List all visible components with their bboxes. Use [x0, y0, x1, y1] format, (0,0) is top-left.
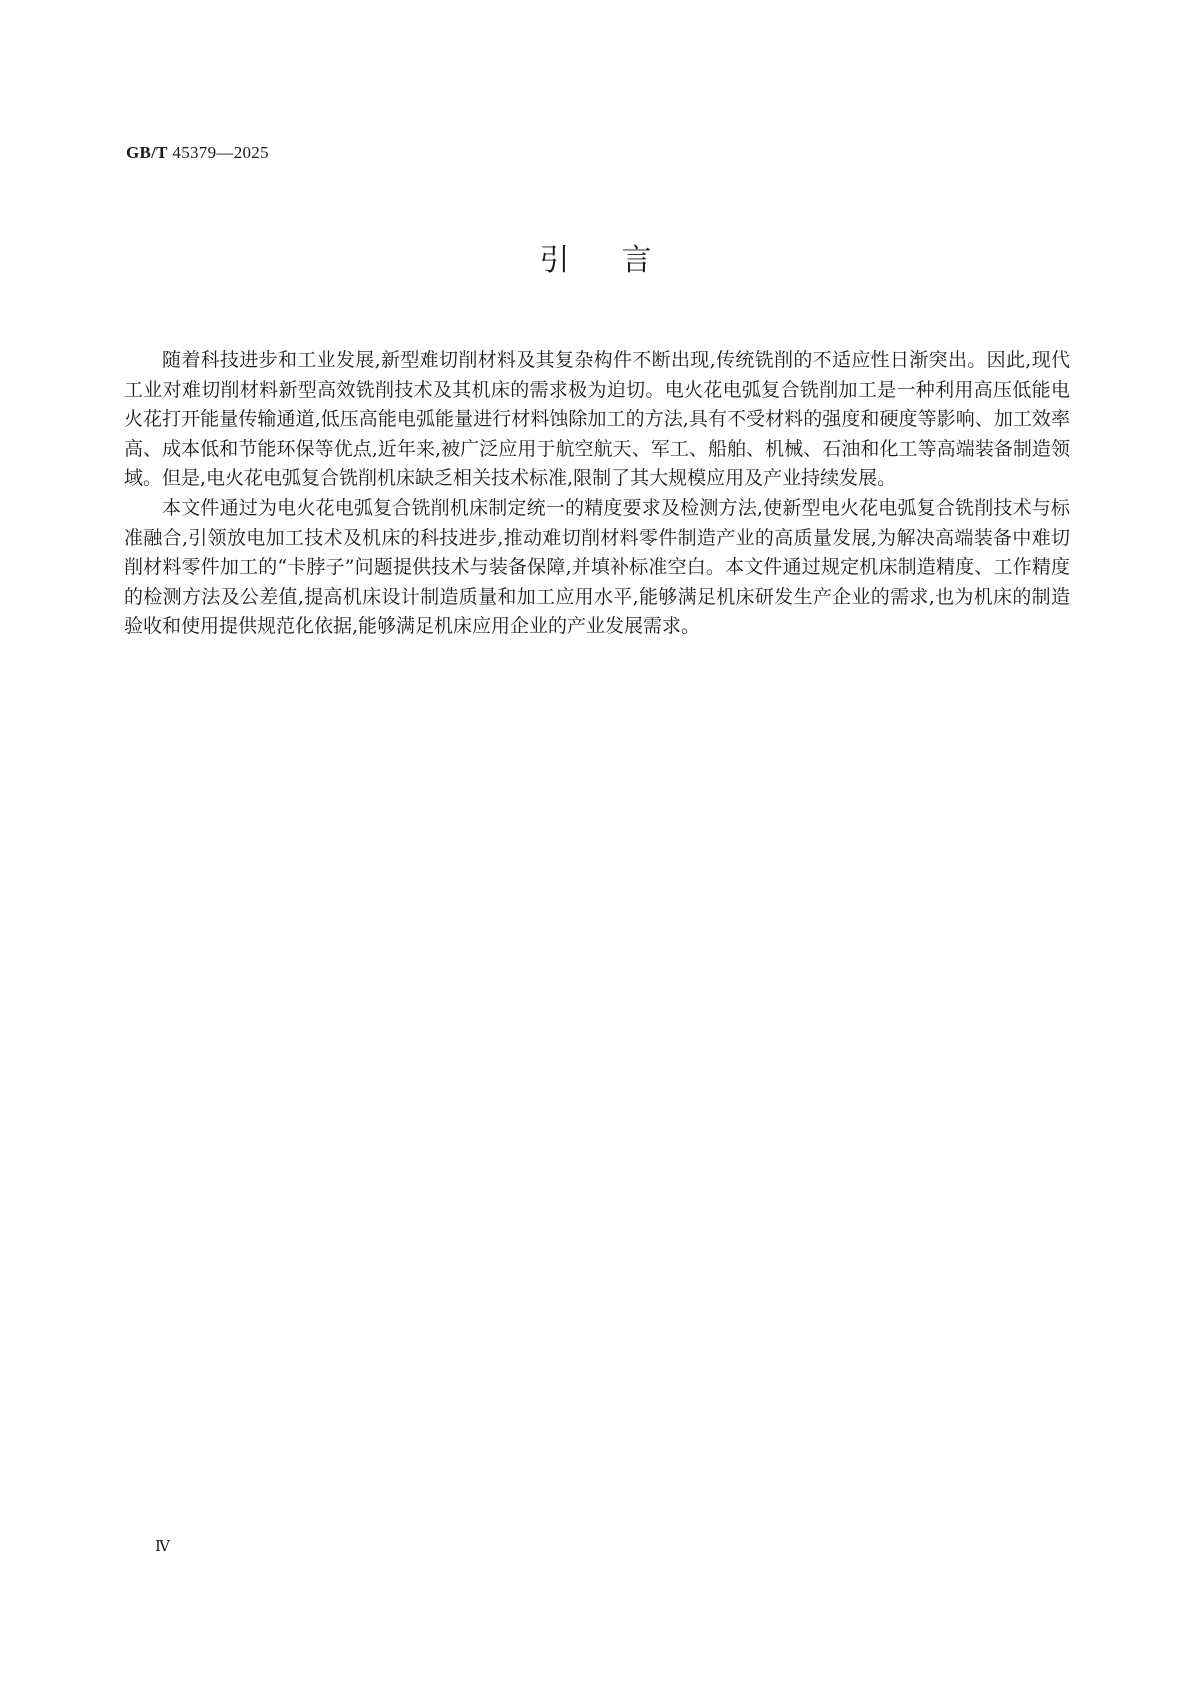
standard-number: 45379—2025 [172, 143, 269, 162]
paragraph-2: 本文件通过为电火花电弧复合铣削机床制定统一的精度要求及检测方法,使新型电火花电弧复合铣削技术与标准融合,引领放电加工技术及机床的科技进步,推动难切削材料零件制造产业的高质量发展,为解决高端装备中难切削材料零件加工的“卡脖子”问题提供技术与装备保障,并填补标准空白。本文件通过规定机床制造精度、工作精度的检测方法及公差值,提高机床设计制造质量和加工应用水平,能够满足机床研发生产企业的需求,也为机床的制造验收和使用提供规范化依据,能够满足机床应用企业的产业发展需求。 [124, 496, 1070, 638]
page-title: 引言 [539, 243, 704, 278]
standard-prefix: GB/T [126, 143, 168, 162]
paragraph-1: 随着科技进步和工业发展,新型难切削材料及其复杂构件不断出现,传统铣削的不适应性日渐突出。因此,现代工业对难切削材料新型高效铣削技术及其机床的需求极为迫切。电火花电弧复合铣削加工是一种利用高压低能电火花打开能量传输通道,低压高能电弧能量进行材料蚀除加工的方法,具有不受材料的强度和硬度等影响、加工效率高、成本低和节能环保等优点,近年来,被广泛应用于航空航天、军工、船舶、机械、石油和化工等高端装备制造领域。但是,电火花电弧复合铣削机床缺乏相关技术标准,限制了其大规模应用及产业持续发展。 [124, 349, 1070, 490]
standard-code [126, 143, 269, 163]
page-number: Ⅳ [155, 1539, 170, 1555]
body-text [124, 346, 1070, 642]
